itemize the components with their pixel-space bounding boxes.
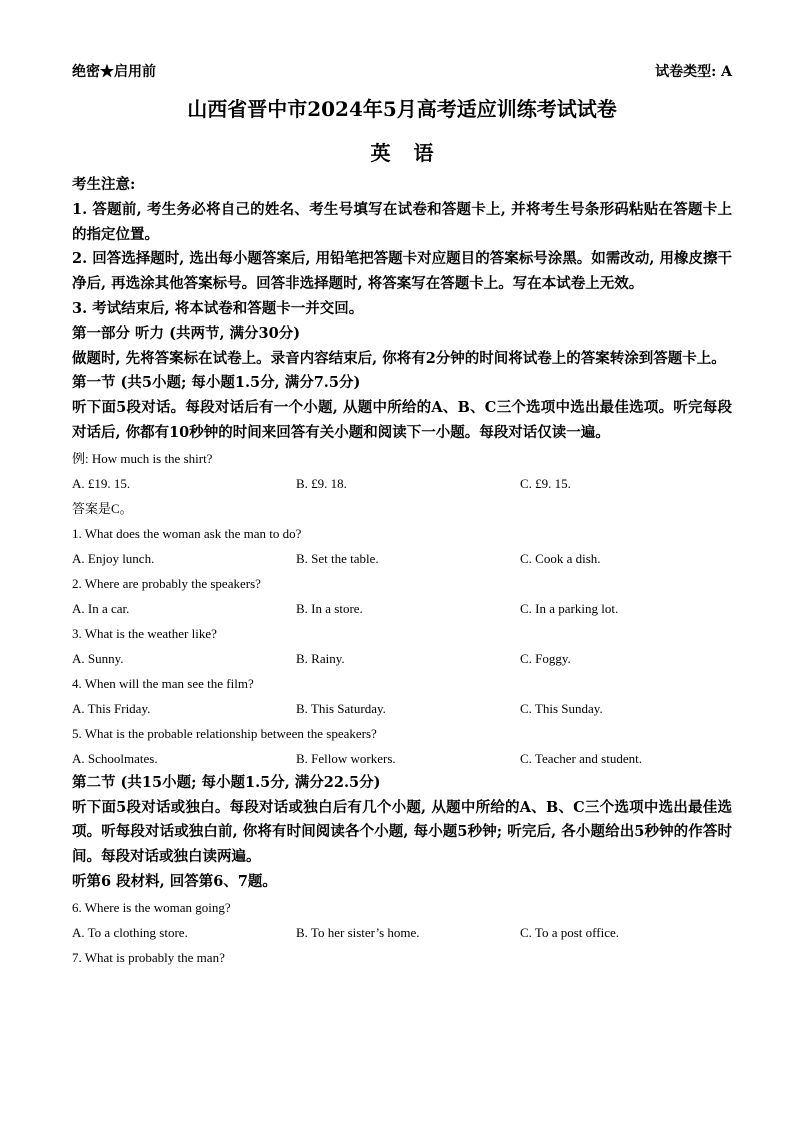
exam-page [72,62,732,970]
option-c: C. This Sunday. [520,700,603,716]
option-a: A. Schoolmates. [72,750,158,766]
option-c: C. Cook a dish. [520,550,601,566]
example-options [72,471,732,496]
option-a: A. In a car. [72,600,130,616]
question-3: 3. What is the weather like? [72,625,217,641]
question-2: 2. Where are probably the speakers? [72,575,261,591]
question-1: 1. What does the woman ask the man to do? [72,525,302,541]
question-4: 4. When will the man see the film? [72,675,254,691]
question-6-options [72,920,732,945]
question-3-options [72,646,732,671]
header-bar [72,62,732,82]
option-c: C. Foggy. [520,650,571,666]
example-answer: 答案是C。 [72,500,133,516]
section2-heading: 第二节 (共15小题; 每小题1.5分, 满分22.5分) [72,773,381,791]
note-item-2: 2. 回答选择题时, 选出每小题答案后, 用铅笔把答题卡对应题目的答案标号涂黑。如需改动, 用橡皮擦干净后, 再选涂其他答案标号。回答非选择题时, 将答案写在答题卡上。写在本试卷上无效。 [72,250,732,293]
option-a: A. This Friday. [72,700,151,716]
option-a: A. To a clothing store. [72,924,188,940]
option-b: B. Set the table. [296,550,379,566]
question-1-options [72,546,732,571]
question-7: 7. What is probably the man? [72,949,225,965]
option-c: C. In a parking lot. [520,600,619,616]
question-5: 5. What is the probable relationship between the speakers? [72,725,377,741]
subject-title: 英 语 [370,141,442,165]
question-2-options [72,596,732,621]
option-c: C. Teacher and student. [520,750,642,766]
option-b: B. To her sister’s home. [296,924,420,940]
option-a: A. Sunny. [72,650,124,666]
part1-heading: 第一部分 听力 (共两节, 满分30分) [72,324,301,342]
section1-instruction: 听下面5段对话。每段对话后有一个小题, 从题中所给的A、B、C三个选项中选出最佳选项。听完每段对话后, 你都有10秒钟的时间来回答有关小题和阅读下一小题。每段对话仅读一遍。 [72,399,732,441]
option-a: A. £19. 15. [72,475,131,491]
material-6-heading: 听第6 段材料, 回答第6、7题。 [72,872,277,890]
option-b: B. Rainy. [296,650,345,666]
example-question: 例: How much is the shirt? [72,450,213,466]
option-b: B. Fellow workers. [296,750,396,766]
option-c: C. £9. 15. [520,475,571,491]
question-6: 6. Where is the woman going? [72,899,231,915]
section2-instruction: 听下面5段对话或独白。每段对话或独白后有几个小题, 从题中所给的A、B、C三个选项中选出最佳选项。听每段对话或独白前, 你将有时间阅读各个小题, 每小题5秒钟; 听完后, 各小题给出5秒钟的作答时间。每段对话或独白读两遍。 [72,798,732,866]
exam-title: 山西省晋中市2024年5月高考适应训练考试试卷 [187,97,617,121]
section1-heading: 第一节 (共5小题; 每小题1.5分, 满分7.5分) [72,374,361,392]
option-a: A. Enjoy lunch. [72,550,155,566]
option-b: B. £9. 18. [296,475,347,491]
question-4-options [72,696,732,721]
note-item-3: 3. 考试结束后, 将本试卷和答题卡一并交回。 [72,299,364,317]
option-b: B. In a store. [296,600,363,616]
confidential-label: 绝密★启用前 [72,64,156,80]
part1-instruction: 做题时, 先将答案标在试卷上。录音内容结束后, 你将有2分钟的时间将试卷上的答案转涂到答题卡上。 [72,349,726,367]
paper-type-label: 试卷类型: A [655,64,732,80]
question-5-options [72,746,732,771]
note-item-1: 1. 答题前, 考生务必将自己的姓名、考生号填写在试卷和答题卡上, 并将考生号条形码粘贴在答题卡上的指定位置。 [72,200,732,243]
option-c: C. To a post office. [520,924,619,940]
notes-label: 考生注意: [72,176,136,193]
option-b: B. This Saturday. [296,700,386,716]
